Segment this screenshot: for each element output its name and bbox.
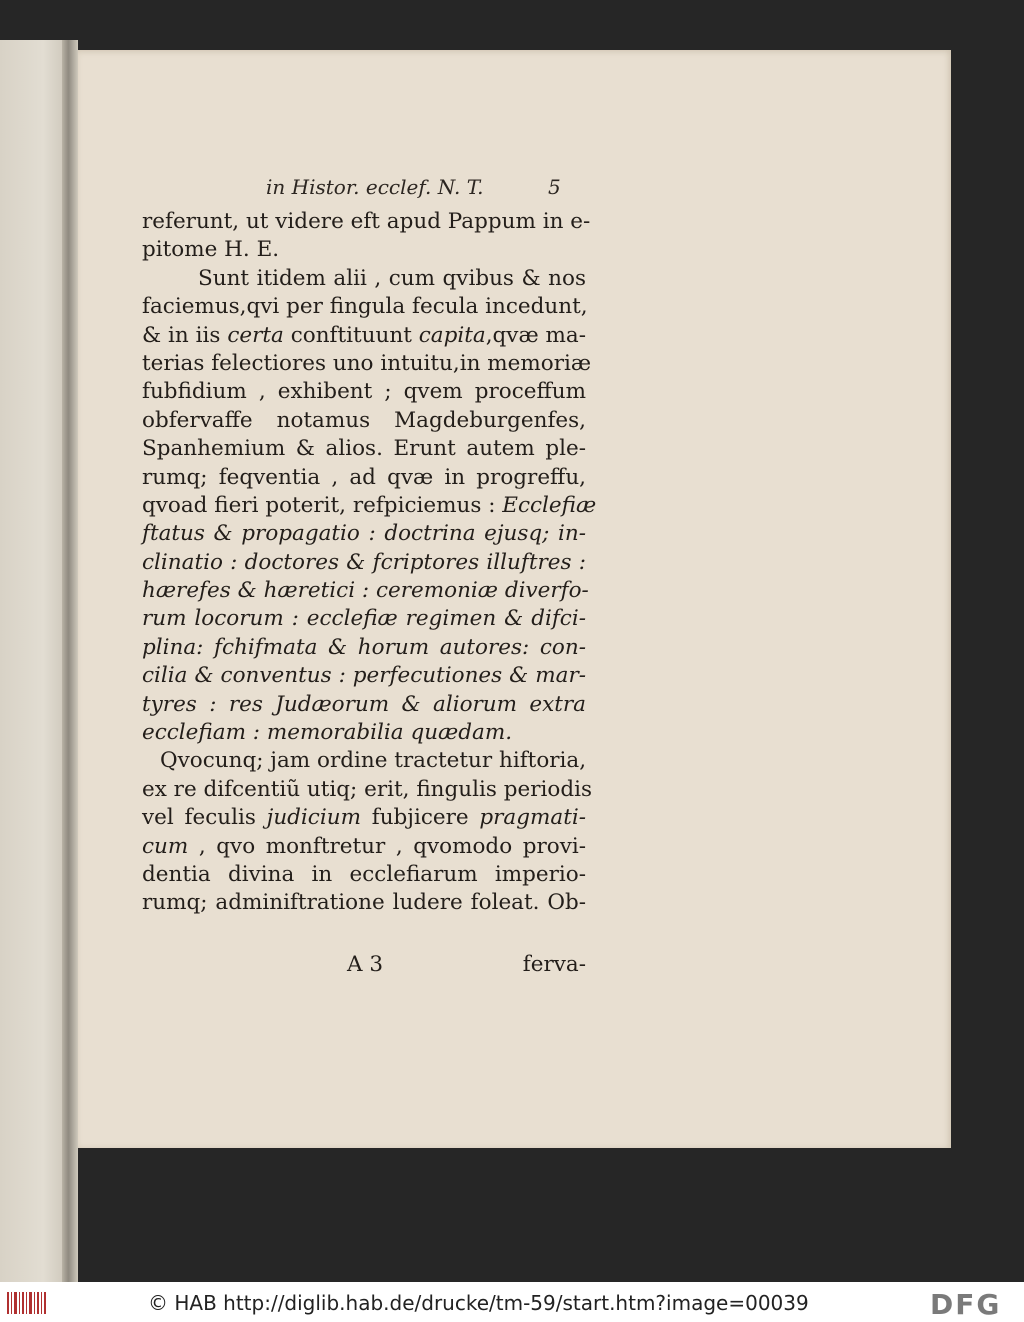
text-segment: capita (418, 322, 486, 348)
running-head-title: in Histor. ecclef. N. T. (266, 175, 484, 199)
book-page (78, 50, 951, 1148)
text-segment: conftituunt (283, 322, 419, 348)
text-segment: ex re difcentiũ utiq; erit, fingulis periodis (142, 776, 592, 802)
text-line (142, 889, 586, 917)
text-segment: Qvocunq; jam ordine tractetur hiftoria, (160, 748, 587, 774)
body-text (142, 208, 597, 918)
text-line (142, 464, 586, 492)
text-segment: clinatio : doctores & fcriptores illuftres : (142, 549, 586, 575)
text-segment: judicium (266, 805, 361, 831)
text-segment: ecclefiam : memorabilia quædam. (142, 720, 513, 746)
text-line (142, 634, 586, 662)
text-line (142, 322, 586, 350)
text-segment: ftatus & propagatio : doctrina ejusq; in- (142, 521, 586, 547)
text-segment: Spanhemium & alios. Erunt autem ple- (142, 436, 586, 462)
text-segment: rumq; feqventia , ad qvæ in progreffu, (142, 464, 586, 490)
page-footer-line (142, 952, 586, 980)
text-line (142, 265, 586, 293)
hab-barcode-logo-icon (6, 1290, 48, 1316)
text-line (142, 350, 592, 378)
text-segment: ,qvæ ma- (485, 322, 587, 348)
text-line (142, 407, 586, 435)
text-segment: dentia divina in ecclefiarum imperio- (142, 861, 586, 887)
text-line (142, 549, 586, 577)
text-segment: , qvo monftretur , qvomodo provi- (188, 833, 586, 859)
text-segment: cilia & conventus : perfecutiones & mar- (142, 663, 586, 689)
text-line (142, 833, 586, 861)
text-line (142, 662, 586, 690)
text-segment: vel feculis (142, 805, 267, 831)
text-line (142, 691, 586, 719)
page-number: 5 (548, 175, 561, 199)
text-line (142, 236, 586, 264)
text-segment: cum (142, 833, 189, 859)
text-line (142, 861, 586, 889)
book-gutter (62, 40, 78, 1282)
signature-mark: A 3 (347, 952, 384, 977)
text-segment: certa (227, 322, 284, 348)
text-segment: obfervaffe notamus Magdeburgenfes, (142, 407, 586, 433)
text-line (142, 776, 592, 804)
running-head (78, 175, 951, 205)
text-segment: faciemus,qvi per fingula fecula incedunt, (142, 294, 588, 320)
text-segment: plina: fchifmata & horum autores: con- (142, 634, 586, 660)
text-line (142, 492, 597, 520)
text-segment: fubfidium , exhibent ; qvem proceffum (142, 379, 586, 405)
text-line (142, 378, 586, 406)
text-line (142, 293, 586, 321)
text-segment: tyres : res Judæorum & aliorum extra (142, 691, 586, 717)
text-line (142, 577, 589, 605)
text-segment: fubjicere (360, 805, 480, 831)
text-line (142, 208, 591, 236)
text-line (142, 804, 586, 832)
text-segment: Ecclefiæ (502, 492, 597, 518)
viewer-footer (0, 1282, 1024, 1322)
catchword: ferva- (522, 952, 586, 977)
text-line (142, 435, 586, 463)
text-line (142, 719, 586, 747)
text-segment: referunt, ut videre eft apud Pappum in e- (142, 209, 591, 234)
text-segment: rumq; adminiftratione ludere foleat. Ob- (142, 890, 586, 916)
text-line (142, 747, 586, 775)
text-segment: rum locorum : ecclefiæ regimen & difci- (142, 606, 586, 632)
text-segment: pitome H. E. (142, 237, 280, 263)
copyright-link[interactable]: © HAB http://diglib.hab.de/drucke/tm-59/start.htm?image=00039 (148, 1291, 809, 1315)
text-segment: pragmati- (479, 805, 586, 831)
dfg-logo: DFG (930, 1288, 1002, 1321)
text-segment: qvoad fieri poterit, refpiciemus : (142, 492, 503, 518)
text-segment: terias felectiores uno intuitu,in memoriæ (142, 350, 592, 376)
text-line (142, 605, 586, 633)
text-segment: hærefes & hæretici : ceremoniæ diverfo- (142, 578, 589, 604)
text-segment: Sunt itidem alii , cum qvibus & nos (198, 265, 586, 291)
text-segment: & in iis (142, 322, 228, 348)
text-line (142, 520, 586, 548)
